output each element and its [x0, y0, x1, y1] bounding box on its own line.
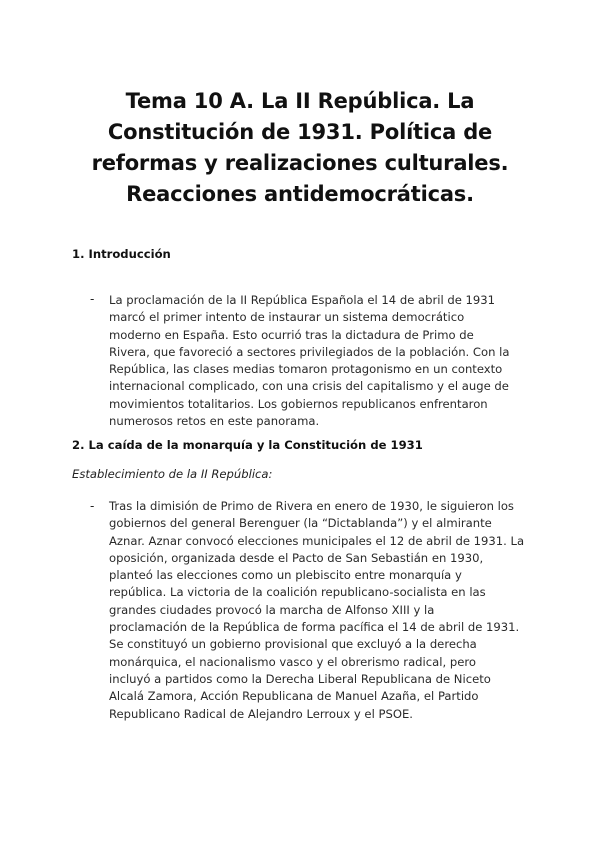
title-line: Tema 10 A. La II República. La — [125, 89, 475, 113]
paragraph-line: incluyó a partidos como la Derecha Liberal Republicana de Niceto — [109, 671, 491, 686]
document-title — [80, 86, 520, 210]
paragraph-line: planteó las elecciones como un plebiscito entre monarquía y — [109, 568, 462, 583]
bullet-marker: - — [90, 292, 95, 306]
paragraph-line: Rivera, que favoreció a sectores privilegiados de la población. Con la — [109, 344, 510, 359]
subheading-establecimiento: Establecimiento de la II República: — [72, 467, 273, 481]
title-line: reformas y realizaciones culturales. — [91, 151, 509, 175]
paragraph-line: Se constituyó un gobierno provisional que excluyó a la derecha — [109, 637, 477, 652]
paragraph-line: internacional complicado, con una crisis del capitalismo y el auge de — [109, 379, 509, 394]
paragraph-line: oposición, organizada desde el Pacto de San Sebastián en 1930, — [109, 550, 484, 565]
paragraph-line: Republicano Radical de Alejandro Lerroux y el PSOE. — [109, 706, 413, 721]
title-line: Reacciones antidemocráticas. — [126, 182, 474, 206]
paragraph-line: república. La victoria de la coalición republicano-socialista en las — [109, 585, 486, 600]
paragraph-line: grandes ciudades provocó la marcha de Alfonso XIII y la — [109, 602, 435, 617]
paragraph-line: monárquica, el nacionalismo vasco y el obrerismo radical, pero — [109, 654, 476, 669]
title-line: Constitución de 1931. Política de — [107, 120, 493, 144]
establecimiento-paragraph — [109, 498, 534, 723]
introduccion-paragraph — [109, 292, 534, 430]
paragraph-line: República, las clases medias tomaron protagonismo en un contexto — [109, 362, 503, 377]
paragraph-line: Tras la dimisión de Primo de Rivera en enero de 1930, le siguieron los — [109, 499, 514, 513]
paragraph-line: proclamación de la República de forma pacífica el 14 de abril de 1931. — [109, 620, 520, 635]
bullet-marker: - — [90, 499, 95, 513]
paragraph-line: movimientos totalitarios. Los gobiernos republicanos enfrentaron — [109, 396, 488, 411]
paragraph-line: gobiernos del general Berenguer (la “Dictablanda”) y el almirante — [109, 516, 492, 531]
section-heading-caida-monarquia: 2. La caída de la monarquía y la Constitución de 1931 — [72, 438, 423, 452]
paragraph-line: numerosos retos en este panorama. — [109, 414, 320, 429]
paragraph-line: marcó el primer intento de instaurar un sistema democrático — [109, 310, 465, 325]
paragraph-line: moderno en España. Esto ocurrió tras la dictadura de Primo de — [109, 327, 474, 342]
paragraph-line: La proclamación de la II República Española el 14 de abril de 1931 — [109, 293, 496, 307]
paragraph-line: Alcalá Zamora, Acción Republicana de Manuel Azaña, el Partido — [109, 689, 479, 704]
paragraph-line: Aznar. Aznar convocó elecciones municipales el 12 de abril de 1931. La — [109, 533, 525, 548]
section-heading-introduccion: 1. Introducción — [72, 247, 171, 261]
